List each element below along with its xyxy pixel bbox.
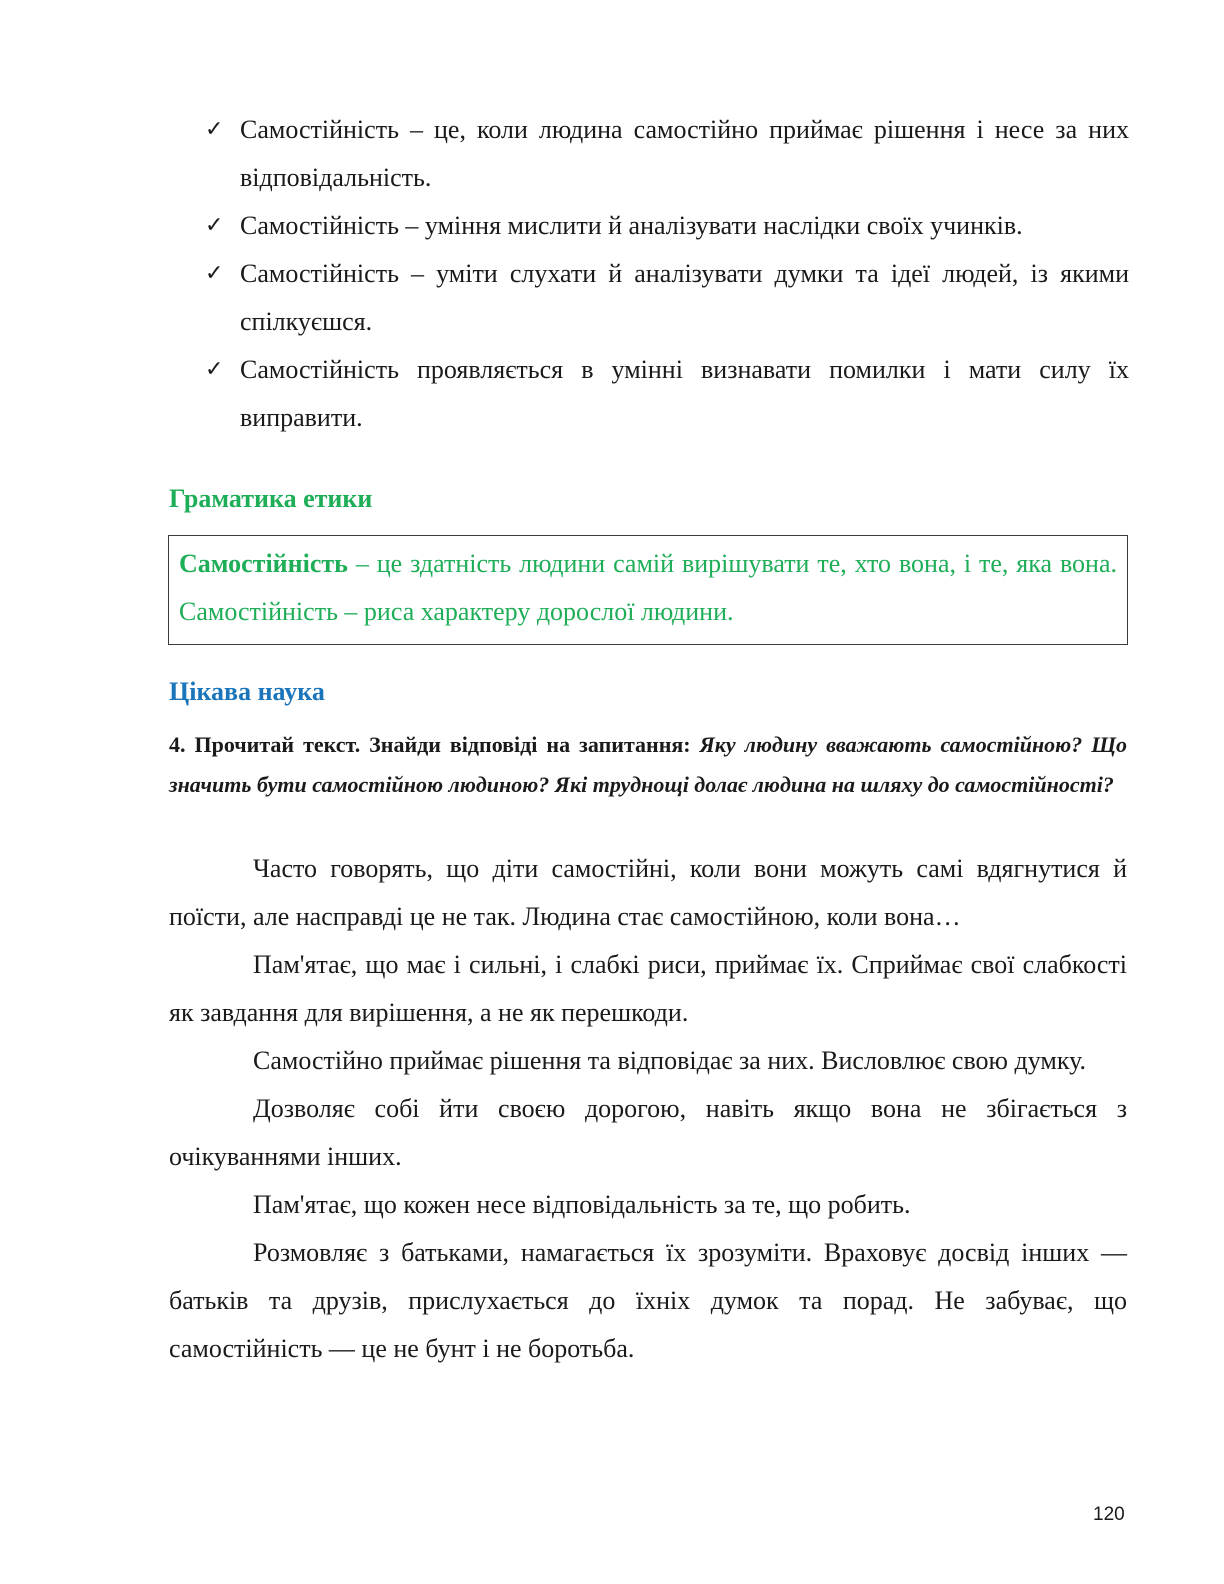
paragraph: Розмовляє з батьками, намагається їх зрозуміти. Враховує досвід інших — батьків та друзів, прислухається до їхніх думок та порад. Не забуває, що самостійність — це не бунт і не боротьба. xyxy=(169,1238,1127,1363)
paragraph: Часто говорять, що діти самостійні, коли вони можуть самі вдягнутися й поїсти, але насправді це не так. Людина стає самостійною, коли вона… xyxy=(169,854,1127,931)
task-questions: Яку людину вважають самостійною? Що значить бути самостійною людиною? Які труднощі долає людина на шляху до самостійності? xyxy=(169,732,1127,797)
definition-text: – це здатність людини самій вирішувати те, хто вона, і те, яка вона. Самостійність – риса характеру дорослої людини. xyxy=(179,549,1117,626)
science-heading: Цікава наука xyxy=(169,677,325,706)
paragraph: Самостійно приймає рішення та відповідає за них. Висловлює свою думку. xyxy=(253,1046,1086,1075)
checklist-item xyxy=(205,250,1129,346)
body-text xyxy=(169,845,1127,1373)
checklist-item-text: Самостійність – це, коли людина самостійно приймає рішення і несе за них відповідальність. xyxy=(240,115,1129,192)
checklist-item xyxy=(205,106,1129,202)
check-icon: ✓ xyxy=(205,357,224,382)
checklist-item-text: Самостійність проявляється в умінні визнавати помилки і мати силу їх виправити. xyxy=(240,355,1129,432)
paragraph: Дозволяє собі йти своєю дорогою, навіть якщо вона не збігається з очікуваннями інших. xyxy=(169,1094,1127,1171)
checklist xyxy=(205,106,1129,442)
grammar-heading: Граматика етики xyxy=(169,484,373,513)
definition-term: Самостійність xyxy=(179,549,348,578)
check-icon: ✓ xyxy=(205,213,224,238)
paragraph: Пам'ятає, що має і сильні, і слабкі риси, приймає їх. Сприймає свої слабкості як завдання для вирішення, а не як перешкоди. xyxy=(169,950,1127,1027)
task-instruction xyxy=(169,725,1127,805)
task-prefix: 4. Прочитай текст. Знайди відповіді на запитання: xyxy=(169,732,700,757)
checklist-item-text: Самостійність – уміння мислити й аналізувати наслідки своїх учинків. xyxy=(240,211,1023,240)
check-icon: ✓ xyxy=(205,117,224,142)
check-icon: ✓ xyxy=(205,261,224,286)
checklist-item xyxy=(205,346,1129,442)
checklist-item xyxy=(205,202,1129,250)
checklist-item-text: Самостійність – уміти слухати й аналізувати думки та ідеї людей, із якими спілкуєшся. xyxy=(240,259,1129,336)
definition-box xyxy=(168,535,1128,645)
page-number: 120 xyxy=(1093,1504,1125,1525)
paragraph: Пам'ятає, що кожен несе відповідальність за те, що робить. xyxy=(253,1190,911,1219)
